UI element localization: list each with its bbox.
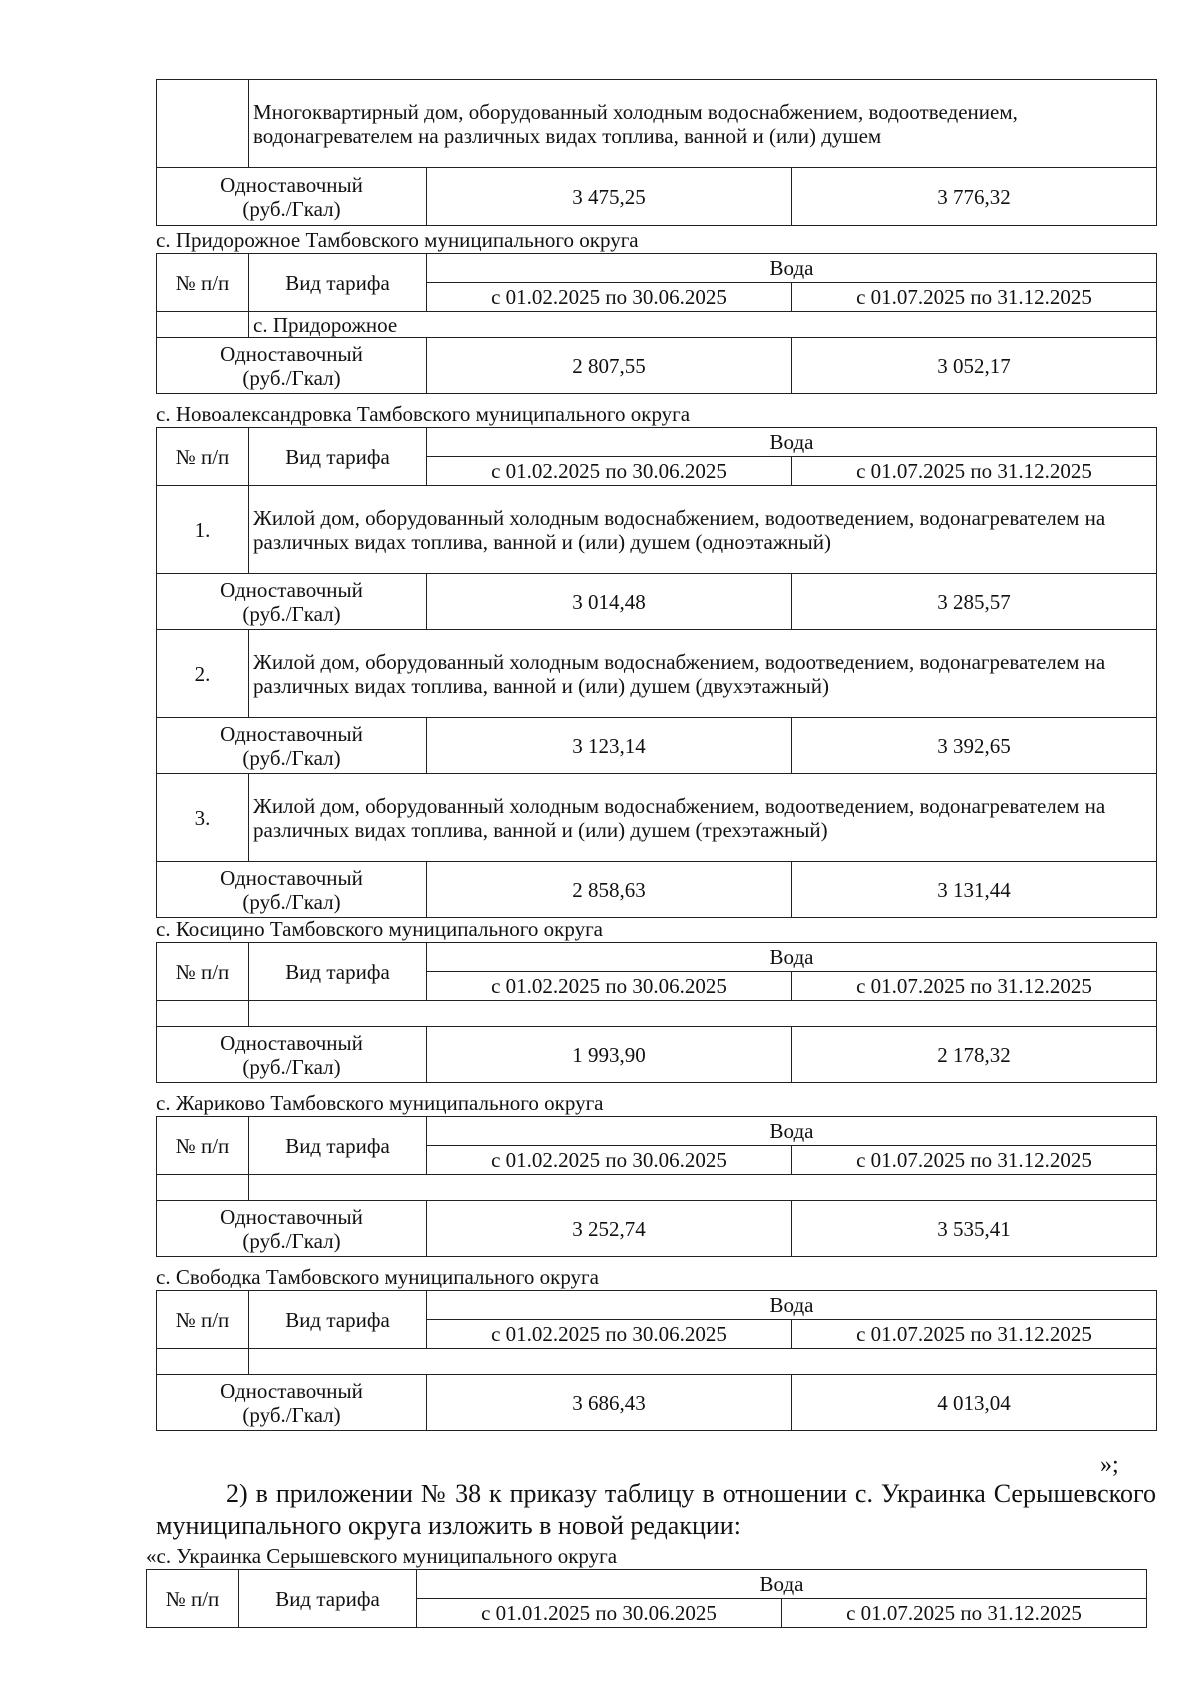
- header-num: № п/п: [157, 254, 249, 312]
- header-kind: Вид тарифа: [249, 254, 427, 312]
- tariff-value-period1: 3 014,48: [427, 574, 792, 630]
- row-number: 3.: [157, 774, 249, 862]
- tariff-value-period2: 3 131,44: [792, 862, 1157, 918]
- num-cell: [157, 1001, 249, 1027]
- section-title-kosicino: с. Косицино Тамбовского муниципального округа: [156, 917, 603, 941]
- row-number: 1.: [157, 486, 249, 574]
- section-title-zharikovo: с. Жариково Тамбовского муниципального округа: [156, 1091, 604, 1115]
- header-water: Вода: [427, 428, 1157, 457]
- header-kind: Вид тарифа: [249, 1117, 427, 1175]
- tariff-value-period1: 2 858,63: [427, 862, 792, 918]
- tariff-value-period2: 3 285,57: [792, 574, 1157, 630]
- tariff-type: Одноставочный (руб./Гкал): [157, 574, 427, 630]
- header-num: № п/п: [157, 1117, 249, 1175]
- tariff-value-period2: 3 535,41: [792, 1201, 1157, 1257]
- section-title-ukrainka: «с. Украинка Серышевского муниципального округа: [146, 1544, 618, 1568]
- num-cell: [157, 1349, 249, 1375]
- tariff-value-period2: 2 178,32: [792, 1027, 1157, 1083]
- tariff-value-period1: 3 686,43: [427, 1375, 792, 1431]
- header-num: № п/п: [157, 428, 249, 486]
- table-pridorozhnoe: [156, 253, 1157, 394]
- top-table: [156, 79, 1157, 226]
- header-num: № п/п: [147, 1570, 239, 1628]
- housing-description: Многоквартирный дом, оборудованный холодным водоснабжением, водоотведением, водонагревателем на различных видах топлива, ванной и (или) душем: [249, 80, 1157, 168]
- num-cell: [157, 80, 249, 168]
- empty-locality-cell: [249, 1349, 1157, 1375]
- tariff-value-period2: 4 013,04: [792, 1375, 1157, 1431]
- closing-quote: »;: [1100, 1452, 1119, 1478]
- tariff-type: Одноставочный (руб./Гкал): [157, 168, 427, 226]
- header-period1: с 01.01.2025 по 30.06.2025: [417, 1599, 782, 1628]
- header-kind: Вид тарифа: [249, 428, 427, 486]
- header-kind: Вид тарифа: [249, 1291, 427, 1349]
- tariff-type: Одноставочный (руб./Гкал): [157, 862, 427, 918]
- tariff-type: Одноставочный (руб./Гкал): [157, 1375, 427, 1431]
- header-period1: с 01.02.2025 по 30.06.2025: [427, 1146, 792, 1175]
- table-ukrainka: [146, 1569, 1147, 1628]
- row-number: 2.: [157, 630, 249, 718]
- header-num: № п/п: [157, 1291, 249, 1349]
- table-novoaleksandrovka: [156, 427, 1157, 918]
- empty-locality-cell: [249, 1175, 1157, 1201]
- tariff-type: Одноставочный (руб./Гкал): [157, 1201, 427, 1257]
- header-kind: Вид тарифа: [239, 1570, 417, 1628]
- header-period1: с 01.02.2025 по 30.06.2025: [427, 283, 792, 312]
- section-title-novoaleksandrovka: с. Новоалександровка Тамбовского муниципального округа: [156, 402, 691, 426]
- tariff-type: Одноставочный (руб./Гкал): [157, 1027, 427, 1083]
- header-kind: Вид тарифа: [249, 943, 427, 1001]
- tariff-type: Одноставочный (руб./Гкал): [157, 338, 427, 394]
- header-period2: с 01.07.2025 по 31.12.2025: [792, 457, 1157, 486]
- tariff-value-period1: 3 475,25: [427, 168, 792, 226]
- housing-description: Жилой дом, оборудованный холодным водоснабжением, водоотведением, водонагревателем на различных видах топлива, ванной и (или) душем (одноэтажный): [249, 486, 1157, 574]
- tariff-value-period1: 2 807,55: [427, 338, 792, 394]
- num-cell: [157, 1175, 249, 1201]
- header-period1: с 01.02.2025 по 30.06.2025: [427, 972, 792, 1001]
- header-water: Вода: [427, 254, 1157, 283]
- header-period2: с 01.07.2025 по 31.12.2025: [782, 1599, 1147, 1628]
- section-title-pridorozhnoe: с. Придорожное Тамбовского муниципального округа: [156, 228, 639, 252]
- tariff-value-period1: 1 993,90: [427, 1027, 792, 1083]
- num-cell: [157, 312, 249, 338]
- tariff-value-period1: 3 123,14: [427, 718, 792, 774]
- header-water: Вода: [427, 943, 1157, 972]
- table-zharikovo: [156, 1116, 1157, 1257]
- tariff-value-period2: 3 392,65: [792, 718, 1157, 774]
- tariff-value-period2: 3 052,17: [792, 338, 1157, 394]
- tariff-value-period2: 3 776,32: [792, 168, 1157, 226]
- header-period1: с 01.02.2025 по 30.06.2025: [427, 457, 792, 486]
- header-water: Вода: [417, 1570, 1147, 1599]
- header-water: Вода: [427, 1117, 1157, 1146]
- tariff-type: Одноставочный (руб./Гкал): [157, 718, 427, 774]
- amendment-paragraph: 2) в приложении № 38 к приказу таблицу в отношении с. Украинка Серышевского муниципального округа изложить в новой редакции:: [156, 1479, 1156, 1540]
- header-period2: с 01.07.2025 по 31.12.2025: [792, 972, 1157, 1001]
- table-svobodka: [156, 1290, 1157, 1431]
- tariff-value-period1: 3 252,74: [427, 1201, 792, 1257]
- header-num: № п/п: [157, 943, 249, 1001]
- header-period1: с 01.02.2025 по 30.06.2025: [427, 1320, 792, 1349]
- header-period2: с 01.07.2025 по 31.12.2025: [792, 1320, 1157, 1349]
- section-title-svobodka: с. Свободка Тамбовского муниципального округа: [156, 1265, 599, 1289]
- header-period2: с 01.07.2025 по 31.12.2025: [792, 283, 1157, 312]
- header-water: Вода: [427, 1291, 1157, 1320]
- table-kosicino: [156, 942, 1157, 1083]
- housing-description: Жилой дом, оборудованный холодным водоснабжением, водоотведением, водонагревателем на различных видах топлива, ванной и (или) душем (двухэтажный): [249, 630, 1157, 718]
- locality-name: с. Придорожное: [249, 312, 1157, 338]
- header-period2: с 01.07.2025 по 31.12.2025: [792, 1146, 1157, 1175]
- housing-description: Жилой дом, оборудованный холодным водоснабжением, водоотведением, водонагревателем на различных видах топлива, ванной и (или) душем (трехэтажный): [249, 774, 1157, 862]
- empty-locality-cell: [249, 1001, 1157, 1027]
